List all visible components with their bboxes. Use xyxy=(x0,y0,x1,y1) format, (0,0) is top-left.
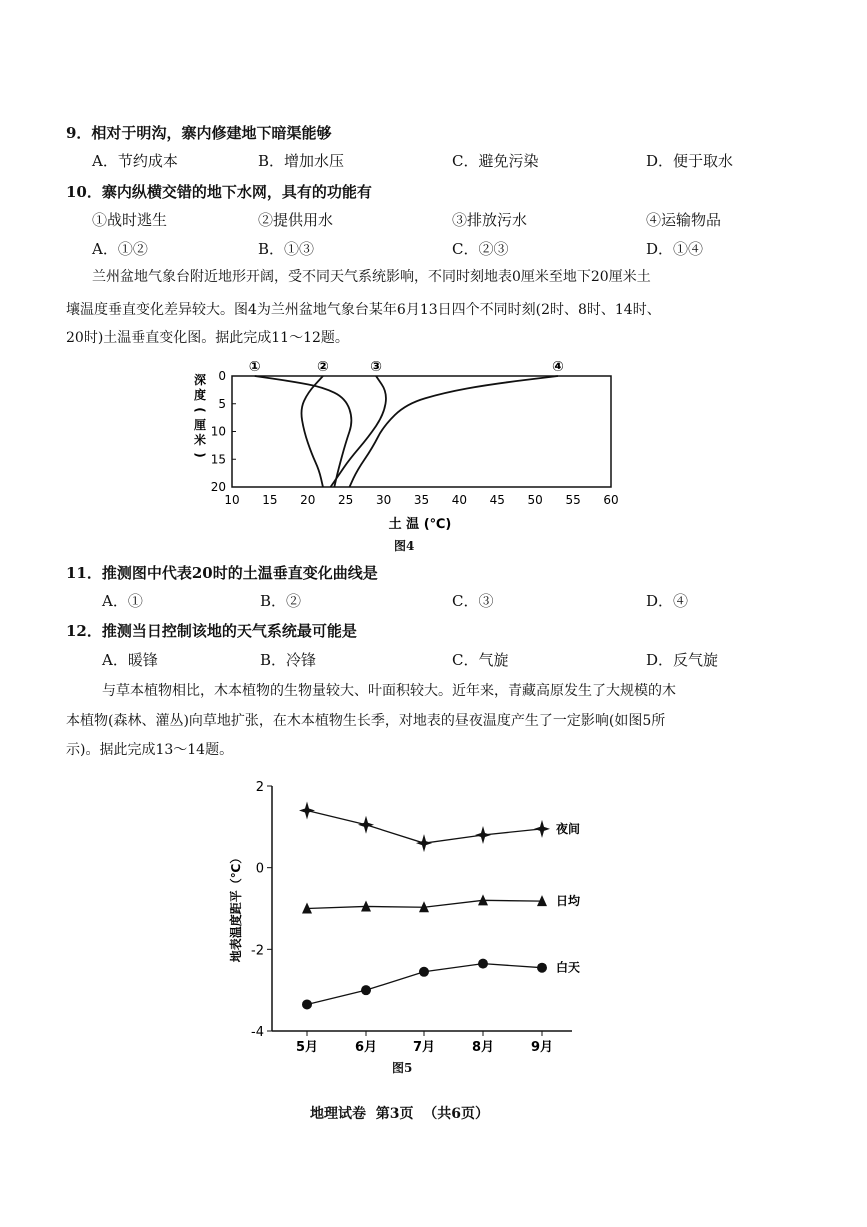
figure-5-chart xyxy=(220,772,600,1057)
figure-4-curve-1 xyxy=(255,376,352,487)
q10-option-d: D．①④ xyxy=(646,240,704,258)
figure-4-x-tick-label: 55 xyxy=(565,493,581,507)
q9-option-a: A．节约成本 xyxy=(92,152,178,170)
figure-5-y-label xyxy=(228,852,243,963)
q10-option-c: C．②③ xyxy=(452,240,509,258)
question-10-stem: 10．寨内纵横交错的地下水网，具有的功能有 xyxy=(66,183,372,201)
figure-4-y-label-char: 米 xyxy=(193,433,207,447)
figure-4-y-tick-label: 20 xyxy=(210,480,226,494)
q11-option-d: D．④ xyxy=(646,592,689,610)
q10-item-4: ④运输物品 xyxy=(646,211,722,229)
figure-4-curve-2 xyxy=(301,376,322,487)
q10-item-3: ③排放污水 xyxy=(452,211,528,229)
figure-4-y-tick-label: 10 xyxy=(210,424,226,439)
figure-5-y-tick-label: 0 xyxy=(255,861,264,877)
q10-item-2: ②提供用水 xyxy=(258,211,334,229)
figure-5-caption: 图5 xyxy=(392,1061,413,1075)
figure-4-curve-label-1: ① xyxy=(248,359,261,375)
passage-2-line-1: 与草本植物相比，木本植物的生物量较大、叶面积较大。近年来，青藏高原发生了大规模的木 xyxy=(102,683,676,699)
q11-option-b: B．② xyxy=(260,592,302,610)
passage-1-line-1: 兰州盆地气象台附近地形开阔，受不同天气系统影响，不同时刻地表0厘米至地下20厘米土 xyxy=(92,269,651,285)
figure-4-y-label xyxy=(193,372,207,458)
figure-5-marker-star xyxy=(475,826,491,844)
figure-4-x-tick-label: 45 xyxy=(489,493,505,507)
figure-4-curve-4 xyxy=(349,376,557,487)
figure-5-x-tick-label: 5月 xyxy=(295,1040,319,1055)
figure-4-x-tick-label: 25 xyxy=(338,493,354,507)
figure-4-y-tick-label: 0 xyxy=(218,369,226,383)
figure-4-y-label-char: ( xyxy=(193,407,207,413)
question-9-stem: 9．相对于明沟，寨内修建地下暗渠能够 xyxy=(66,124,332,142)
figure-4-curve-label-4: ④ xyxy=(552,359,564,375)
q12-option-b: B．冷锋 xyxy=(260,651,317,669)
figure-5-x-tick-label: 7月 xyxy=(412,1040,436,1055)
figure-4-x-tick-label: 50 xyxy=(527,493,543,507)
figure-4-y-tick-label: 5 xyxy=(218,396,226,411)
figure-5-x-tick-label: 9月 xyxy=(530,1040,554,1055)
q10-option-a: A．①② xyxy=(92,240,148,258)
question-11-stem: 11．推测图中代表20时的土温垂直变化曲线是 xyxy=(66,564,378,582)
figure-4-chart xyxy=(180,356,640,548)
figure-4-y-label-char: 厘 xyxy=(193,418,207,432)
q10-option-b: B．①③ xyxy=(258,240,315,258)
figure-5-marker-circle xyxy=(419,967,429,977)
figure-5-y-label-text: 地表温度距平（℃） xyxy=(229,851,243,963)
figure-4-x-tick-label: 40 xyxy=(451,493,468,507)
q9-option-b: B．增加水压 xyxy=(258,152,345,170)
page-footer: 地理试卷 第3页 （共6页） xyxy=(310,1106,489,1122)
q11-option-c: C．③ xyxy=(452,592,494,610)
figure-4-y-label-char: 深 xyxy=(193,373,207,387)
q9-option-d: D．便于取水 xyxy=(646,152,734,170)
passage-1-line-2: 壤温度垂直变化差异较大。图4为兰州盆地气象台某年6月13日四个不同时刻(2时、8时、14时、 xyxy=(66,302,661,318)
figure-4-x-label: 土 温 (℃) xyxy=(388,517,452,532)
figure-5-y-tick-label: -4 xyxy=(251,1025,264,1040)
figure-4-curve-label-2: ② xyxy=(317,359,329,375)
figure-5-marker-circle xyxy=(361,985,371,995)
q10-item-1: ①战时逃生 xyxy=(92,211,168,229)
figure-5-marker-circle xyxy=(302,999,312,1009)
figure-5-series-label: 白天 xyxy=(556,960,581,975)
figure-4-curve-label-3: ③ xyxy=(370,359,382,375)
passage-1-line-3: 20时)土温垂直变化图。据此完成11～12题。 xyxy=(66,330,349,346)
figure-5-marker-star xyxy=(358,816,374,834)
question-12-stem: 12．推测当日控制该地的天气系统最可能是 xyxy=(66,622,357,640)
passage-2-line-3: 示)。据此完成13～14题。 xyxy=(66,742,234,758)
figure-4-x-tick-label: 30 xyxy=(375,493,392,507)
figure-5-series-label: 夜间 xyxy=(556,821,581,836)
figure-4-y-tick-label: 15 xyxy=(210,452,226,467)
figure-4-x-tick-label: 10 xyxy=(224,493,240,507)
figure-4-x-tick-label: 15 xyxy=(262,493,278,507)
q9-option-c: C．避免污染 xyxy=(452,152,539,170)
q12-option-d: D．反气旋 xyxy=(646,651,719,669)
figure-5-marker-star xyxy=(416,834,432,852)
figure-5-marker-star xyxy=(534,820,550,838)
figure-4-plot-frame xyxy=(232,376,611,487)
figure-4-caption: 图4 xyxy=(394,539,415,553)
figure-4-x-tick-label: 20 xyxy=(300,493,316,507)
figure-5-x-tick-label: 8月 xyxy=(471,1040,495,1055)
q12-option-c: C．气旋 xyxy=(452,651,509,669)
figure-4-y-label-char: ) xyxy=(193,452,207,458)
figure-5-y-tick-label: 2 xyxy=(255,780,264,795)
figure-4-x-tick-label: 35 xyxy=(413,493,430,507)
figure-4-y-label-char: 度 xyxy=(193,388,207,402)
figure-5-x-tick-label: 6月 xyxy=(354,1040,378,1055)
figure-4-x-tick-label: 60 xyxy=(603,493,619,507)
figure-5-series-label: 日均 xyxy=(556,894,581,909)
passage-2-line-2: 本植物(森林、灌丛)向草地扩张，在木本植物生长季，对地表的昼夜温度产生了一定影响(如图5所 xyxy=(66,713,666,729)
q11-option-a: A．① xyxy=(102,592,143,610)
q12-option-a: A．暖锋 xyxy=(102,651,158,669)
figure-5-y-tick-label: -2 xyxy=(251,943,264,959)
figure-5-marker-star xyxy=(299,802,315,820)
figure-5-marker-circle xyxy=(478,959,488,969)
figure-5-marker-circle xyxy=(537,963,547,973)
